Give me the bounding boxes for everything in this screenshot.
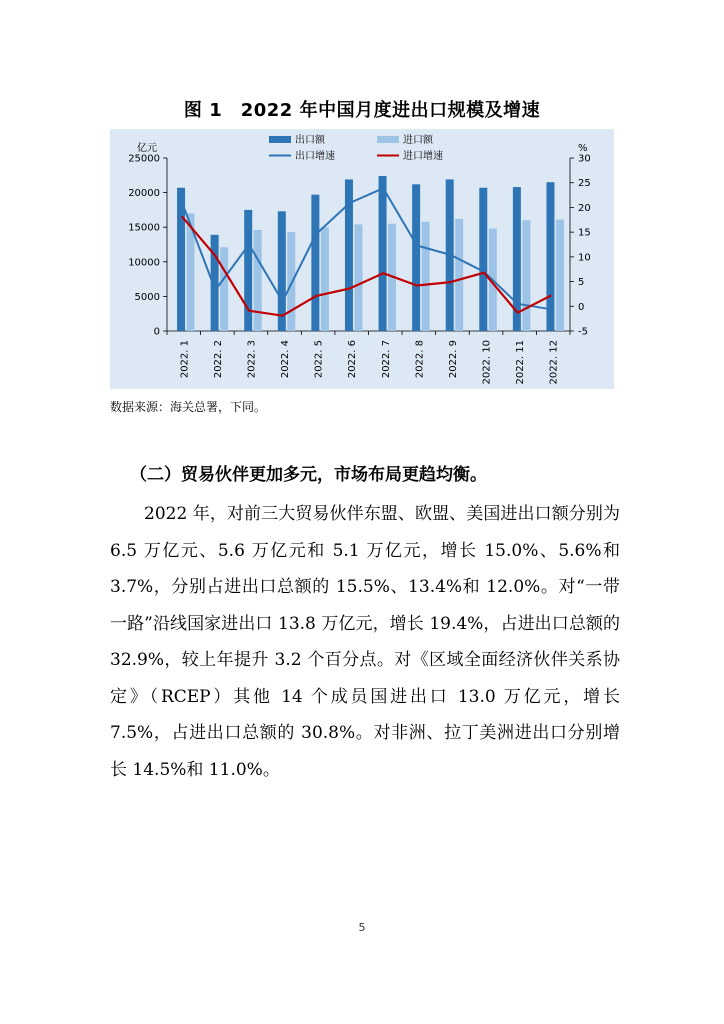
bar-export [412,184,420,331]
bar-import [455,219,463,331]
y-right-tick-label: -5 [578,326,588,338]
y-right-tick-label: 20 [578,202,591,214]
y-right-tick-label: 30 [578,153,591,165]
x-tick-label: 2022. 11 [515,340,527,385]
legend-label: 进口额 [403,135,433,146]
x-tick-label: 2022. 10 [481,340,493,385]
bar-import [422,222,430,331]
legend-swatch [377,136,399,143]
legend-label: 进口增速 [403,151,443,162]
bar-export [244,210,252,331]
bar-export [311,195,319,331]
y-left-tick-label: 0 [153,326,160,338]
y-left-tick-label: 5000 [134,291,160,303]
bar-import [321,227,329,331]
bar-export [278,211,286,331]
page-number: 5 [358,921,366,934]
chart-panel [110,129,614,389]
bar-import [522,220,530,331]
x-tick-label: 2022. 1 [179,340,191,379]
bar-import [220,247,228,331]
x-tick-label: 2022. 3 [246,340,258,379]
x-tick-label: 2022. 12 [548,340,560,385]
y-left-tick-label: 15000 [128,222,160,234]
bar-import [354,224,362,331]
legend-label: 出口增速 [295,151,335,162]
y-right-tick-label: 5 [578,277,585,289]
source-note: 数据来源：海关总署，下同。 [110,400,267,414]
bar-export [479,188,487,331]
x-tick-label: 2022. 4 [280,340,292,379]
legend-label: 出口额 [295,135,325,146]
y-right-unit: % [578,143,588,154]
figure-title: 图 1 2022 年中国月度进出口规模及增速 [183,100,541,121]
body-paragraph: 2022 年，对前三大贸易伙伴东盟、欧盟、美国进出口额分别为 6.5 万亿元、5.6 万亿元和 5.1 万亿元，增长 15.0%、5.6%和 3.7%，分别占进出口总额的 15.5%、13.4%和 12.0%。对“一带一路”沿线国家进出口 13.8 万亿元，增长 19.4%，占进出口总额的 32.9%，较上年提升 3.2 个百分点。对《区域全面经济伙伴关系协定》（RCEP）其他 14 个成员国进出口 13.0 万亿元，增长 7.5%，占进出口总额的 30.8%。对非洲、拉丁美洲进出口分别增长 14.5%和 11.0%。 [110,504,620,780]
y-left-tick-label: 25000 [128,153,160,165]
y-left-unit: 亿元 [137,143,157,154]
x-tick-label: 2022. 6 [347,340,359,379]
x-tick-label: 2022. 5 [313,340,325,379]
bar-import [556,220,564,331]
bar-export [379,176,387,331]
x-tick-label: 2022. 9 [447,340,459,379]
y-right-tick-label: 15 [578,227,591,239]
bar-import [254,230,262,331]
y-left-tick-label: 10000 [128,257,160,269]
y-right-tick-label: 0 [578,301,585,313]
section-heading: （二）贸易伙伴更加多元，市场布局更趋均衡。 [130,465,487,485]
x-tick-label: 2022. 2 [212,340,224,379]
x-tick-label: 2022. 8 [414,340,426,379]
y-left-tick-label: 20000 [128,188,160,200]
x-tick-label: 2022. 7 [380,340,392,379]
legend-swatch [269,136,291,143]
chart-svg [110,129,614,389]
y-right-tick-label: 10 [578,252,591,264]
y-right-tick-label: 25 [578,178,591,190]
